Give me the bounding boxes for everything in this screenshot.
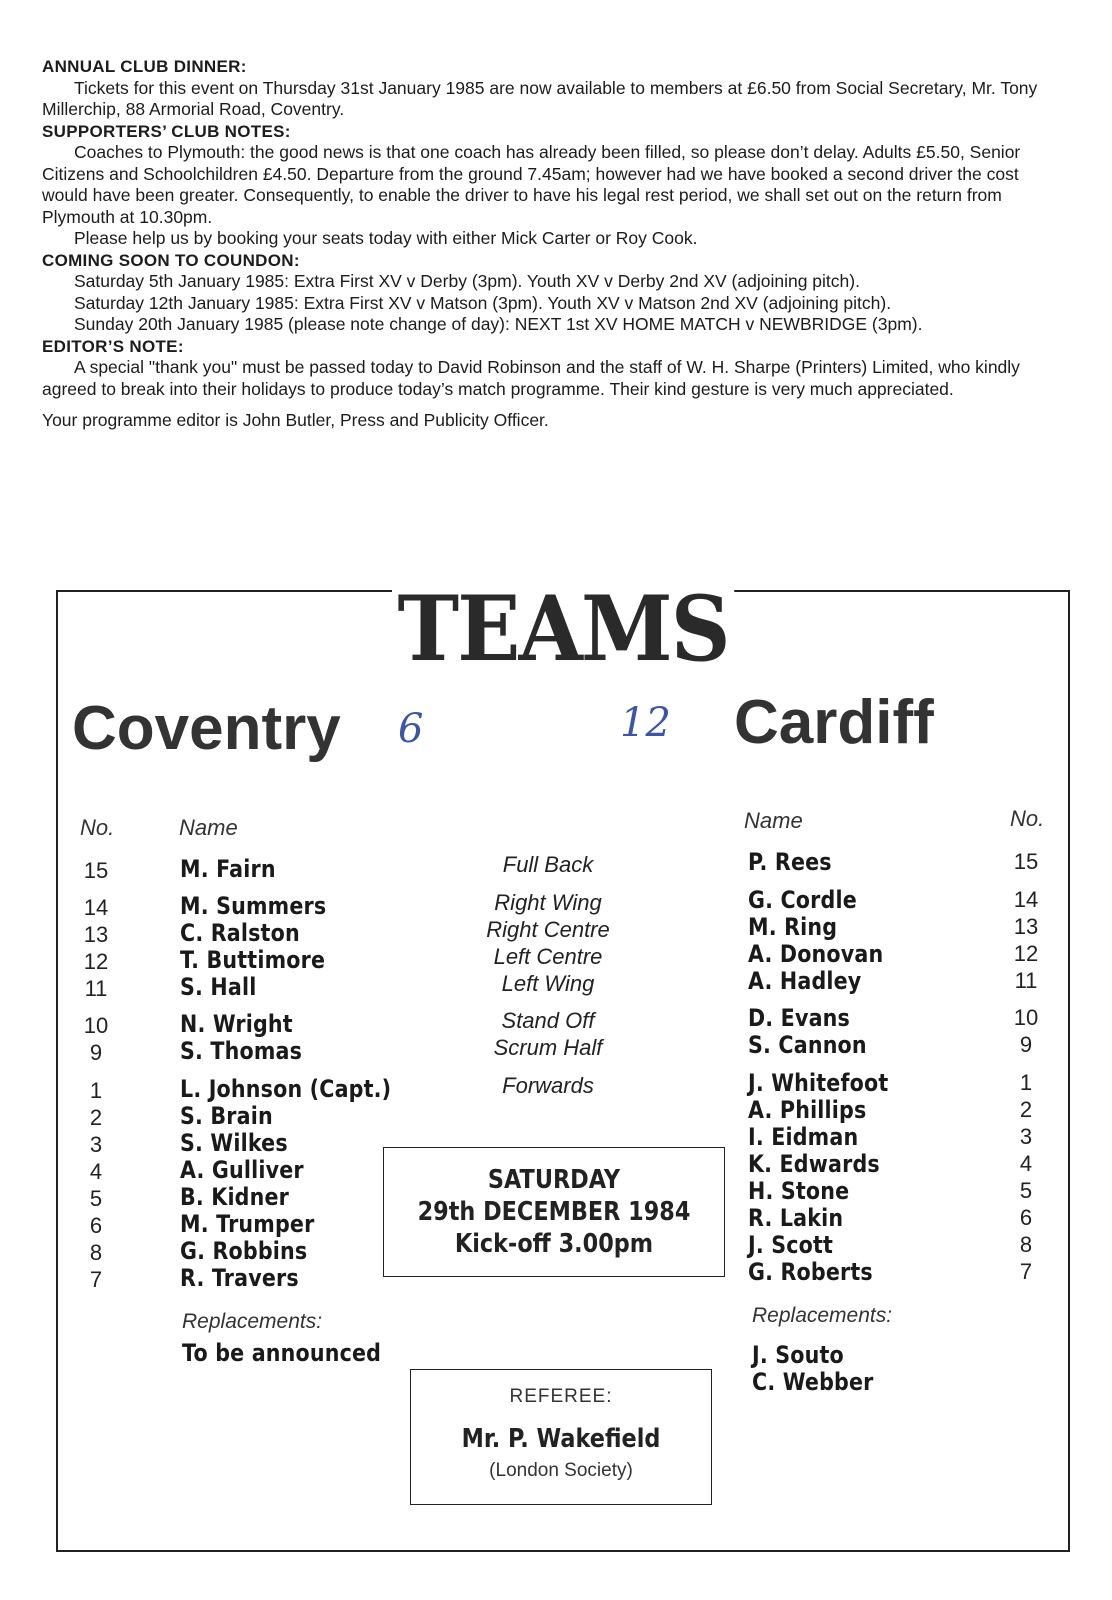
away-player-number: 14 [1013, 887, 1039, 912]
section-paragraph: Tickets for this event on Thursday 31st January 1985 are now available to members at £6.50 from Social Secretary, Mr. Tony Millerchip, 88 Armorial Road, Coventry. [42, 77, 1038, 119]
home-player-number: 8 [89, 1240, 103, 1265]
home-player-number: 11 [84, 976, 108, 1001]
home-player-number: 14 [83, 895, 109, 920]
home-player-name: S. Brain [180, 1102, 273, 1130]
match-date: 29th DECEMBER 1984 [417, 1197, 691, 1227]
home-player-name: M. Summers [180, 892, 327, 920]
away-player-name: A. Hadley [748, 967, 862, 995]
away-player-name: K. Edwards [748, 1150, 880, 1178]
away-player-number: 12 [1013, 941, 1039, 966]
home-score-handwritten: 6 [398, 706, 424, 752]
away-player-name: R. Lakin [748, 1204, 844, 1232]
match-date-box [383, 1147, 725, 1277]
home-player-number: 3 [89, 1132, 103, 1157]
editor-credit: Your programme editor is John Butler, Press and Publicity Officer. [42, 410, 549, 430]
referee-label: REFEREE: [509, 1386, 613, 1407]
home-player-name: S. Hall [180, 973, 257, 1001]
away-player-number: 15 [1013, 849, 1039, 874]
away-player-name: M. Ring [748, 913, 838, 941]
position-label: Forwards [502, 1073, 594, 1098]
away-score-handwritten: 12 [620, 700, 671, 746]
home-player-name: L. Johnson (Capt.) [180, 1075, 392, 1103]
notes-section-dinner [42, 56, 1052, 121]
section-paragraph: A special "thank you" must be passed today to David Robinson and the staff of W. H. Sharpe (Printers) Limited, who kindly agreed to break into their holidays to produce today’s match programme. Their kind gesture is very much appreciated. [42, 357, 1020, 399]
away-player-number: 10 [1013, 1005, 1039, 1030]
home-player-name: C. Ralston [180, 919, 300, 947]
away-player-name: P. Rees [748, 848, 832, 876]
away-player-name: A. Donovan [748, 940, 884, 968]
home-player-name: A. Gulliver [180, 1156, 304, 1184]
kickoff-time: Kick-off 3.00pm [454, 1229, 654, 1259]
home-player-name: R. Travers [180, 1264, 299, 1292]
away-player-name: A. Phillips [748, 1096, 867, 1124]
home-player-number: 7 [89, 1267, 103, 1292]
home-player-number: 9 [89, 1040, 103, 1065]
section-heading: SUPPORTERS’ CLUB NOTES: [42, 121, 291, 141]
position-label: Stand Off [501, 1008, 595, 1033]
notes-section-supporters [42, 121, 1052, 250]
home-name-header: Name [179, 815, 238, 840]
section-paragraph: Coaches to Plymouth: the good news is that one coach has already been filled, so please don’t delay. Adults £5.50, Senior Citizens and Schoolchildren £4.50. Departure from the ground 7.45am; however had we have booked a second driver the cost would have been greater. Consequently, to enable the driver to have his legal rest period, we shall set out on the return from Plymouth at 10.30pm. [42, 142, 1021, 227]
home-player-number: 1 [89, 1078, 103, 1103]
home-player-name: S. Wilkes [180, 1129, 288, 1157]
position-label: Left Wing [501, 971, 595, 996]
away-player-name: J. Whitefoot [748, 1069, 889, 1097]
away-player-number: 8 [1019, 1232, 1033, 1257]
home-player-name: M. Fairn [180, 855, 276, 883]
section-heading: EDITOR’S NOTE: [42, 336, 184, 356]
home-replacement: To be announced [182, 1339, 382, 1367]
position-label: Right Centre [486, 917, 610, 942]
referee-name: Mr. P. Wakefield [461, 1424, 661, 1454]
away-player-number: 5 [1019, 1178, 1033, 1203]
home-player-name: T. Buttimore [180, 946, 326, 974]
away-player-name: I. Eidman [748, 1123, 859, 1151]
away-player-name: G. Roberts [748, 1258, 873, 1286]
section-paragraph: Please help us by booking your seats today with either Mick Carter or Roy Cook. [74, 228, 698, 248]
home-player-name: S. Thomas [180, 1037, 303, 1065]
notes-section-editor [42, 336, 1052, 401]
away-player-number: 7 [1019, 1259, 1033, 1284]
away-replacements-label: Replacements: [752, 1304, 893, 1327]
position-label: Left Centre [493, 944, 603, 969]
home-player-number: 13 [83, 922, 109, 947]
club-notes [42, 56, 1052, 432]
home-player-number: 10 [83, 1013, 109, 1038]
home-player-number: 12 [83, 949, 109, 974]
position-label: Right Wing [494, 890, 602, 915]
home-player-number: 4 [89, 1159, 103, 1184]
teams-title: TEAMS [392, 588, 734, 670]
away-player-name: H. Stone [748, 1177, 850, 1205]
section-heading: ANNUAL CLUB DINNER: [42, 57, 247, 76]
away-player-number: 13 [1013, 914, 1039, 939]
away-player-number: 1 [1019, 1070, 1033, 1095]
section-paragraph: Saturday 12th January 1985: Extra First XV v Matson (3pm). Youth XV v Matson 2nd XV (adjoining pitch). [74, 292, 892, 313]
referee-box [410, 1369, 712, 1505]
away-player-number: 11 [1014, 968, 1038, 993]
referee-society: (London Society) [489, 1460, 633, 1481]
away-player-name: D. Evans [748, 1004, 851, 1032]
away-player-name: G. Cordle [748, 886, 857, 914]
section-paragraph: Saturday 5th January 1985: Extra First XV v Derby (3pm). Youth XV v Derby 2nd XV (adjoining pitch). [74, 271, 860, 291]
home-player-name: M. Trumper [180, 1210, 315, 1238]
section-heading: COMING SOON TO COUNDON: [42, 250, 300, 270]
home-player-name: B. Kidner [180, 1183, 290, 1211]
home-player-number: 6 [89, 1213, 103, 1238]
home-player-number: 5 [89, 1186, 103, 1211]
away-number-header: No. [1010, 806, 1045, 831]
away-player-name: J. Scott [748, 1231, 834, 1259]
home-player-number: 15 [83, 858, 109, 883]
home-number-header: No. [80, 815, 115, 840]
away-player-name: S. Cannon [748, 1031, 867, 1059]
notes-section-coming-soon [42, 250, 1052, 336]
away-player-number: 2 [1019, 1097, 1033, 1122]
home-team-name: Coventry [72, 694, 341, 763]
home-player-name: N. Wright [180, 1010, 293, 1038]
match-day: SATURDAY [487, 1165, 621, 1195]
away-replacement: C. Webber [752, 1368, 874, 1396]
home-player-name: G. Robbins [180, 1237, 308, 1265]
away-player-number: 3 [1019, 1124, 1033, 1149]
away-player-number: 9 [1019, 1032, 1033, 1057]
home-player-number: 2 [89, 1105, 103, 1130]
away-player-number: 6 [1019, 1205, 1033, 1230]
position-label: Scrum Half [493, 1035, 603, 1060]
away-player-number: 4 [1019, 1151, 1033, 1176]
away-replacement: J. Souto [752, 1341, 844, 1369]
home-replacements-label: Replacements: [182, 1310, 323, 1333]
position-label: Full Back [502, 852, 594, 877]
away-team-name: Cardiff [734, 688, 934, 757]
section-paragraph: Sunday 20th January 1985 (please note change of day): NEXT 1st XV HOME MATCH v NEWBRIDGE (3pm). [74, 314, 923, 334]
away-name-header: Name [744, 808, 803, 833]
